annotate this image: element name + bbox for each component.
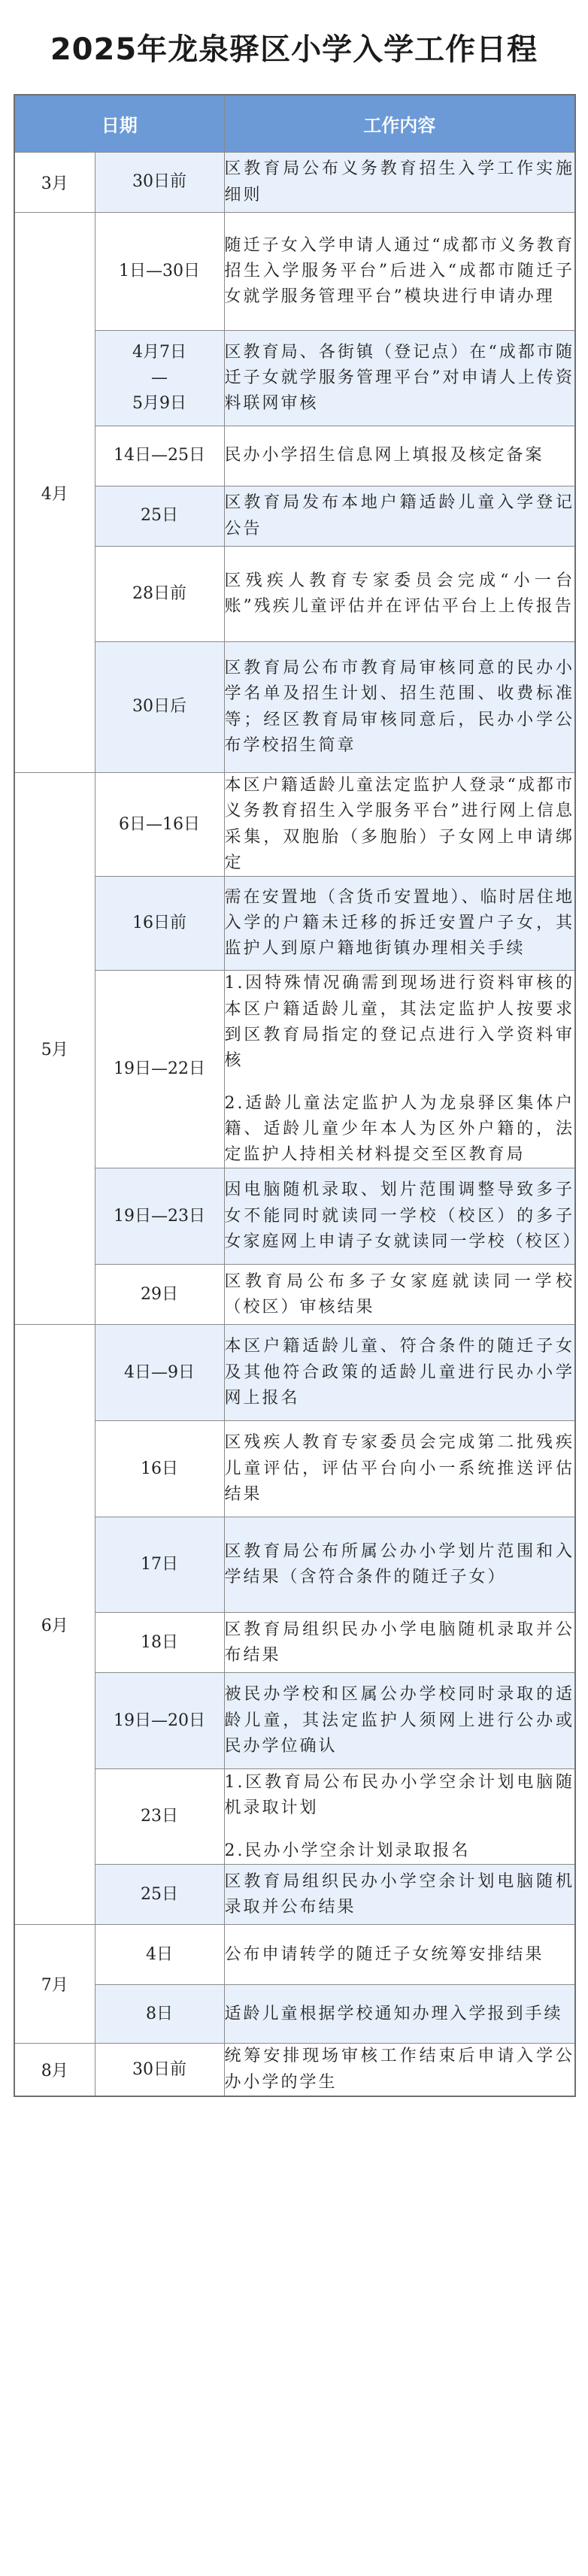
- work-cell: [224, 1865, 575, 1925]
- day-text: 4日—9日: [124, 1362, 195, 1382]
- day-cell: [95, 1769, 224, 1865]
- day-cell: [95, 971, 224, 1168]
- work-text: 2.民办小学空余计划录取报名: [224, 1841, 471, 1860]
- work-cell: [224, 1613, 575, 1673]
- work-text: 1.因特殊情况确需到现场进行资料审核的本区户籍适龄儿童，其法定监护人按要求到区教育局指定的登记点进行入学资料审核: [224, 974, 574, 1071]
- day-text: 25日: [141, 1884, 178, 1904]
- schedule-row: [14, 547, 575, 642]
- schedule-row: [14, 2044, 575, 2096]
- day-cell: [95, 1421, 224, 1517]
- day-text: 6日—16日: [119, 814, 200, 834]
- day-text: 19日—20日: [114, 1711, 205, 1730]
- schedule-table: [14, 94, 582, 2097]
- schedule-row: [14, 486, 575, 547]
- work-cell: [224, 486, 575, 547]
- schedule-row: [14, 153, 575, 213]
- work-text: 区残疾人教育专家委员会完成“小一台账”残疾儿童评估并在评估平台上上传报告: [224, 571, 574, 616]
- day-cell: [95, 213, 224, 331]
- day-cell: [95, 1673, 224, 1769]
- work-text: 区教育局公布市教育局审核同意的民办小学名单及招生计划、招生范围、收费标准等；经区教育局审核同意后，民办小学公布学校招生简章: [224, 658, 574, 755]
- day-cell: [95, 1325, 224, 1421]
- work-text: 1.区教育局公布民办小学空余计划电脑随机录取计划: [224, 1772, 574, 1818]
- day-text: 8日: [146, 2004, 173, 2023]
- schedule-row: [14, 1325, 575, 1421]
- work-text: 随迁子女入学申请人通过“成都市义务教育招生入学服务平台”后进入“成都市随迁子女就学服务管理平台”模块进行申请办理: [224, 235, 574, 307]
- work-cell: [224, 1517, 575, 1613]
- day-cell: [95, 877, 224, 971]
- month-cell: 6月: [14, 1325, 95, 1925]
- work-text: 因电脑随机录取、划片范围调整导致多子女不能同时就读同一学校（校区）的多子女家庭网上申请子女就读同一学校（校区）: [224, 1180, 582, 1252]
- day-text: 23日: [141, 1807, 178, 1826]
- work-cell: [224, 642, 575, 773]
- day-cell: [95, 1168, 224, 1265]
- work-cell: [224, 1421, 575, 1517]
- month-cell: 5月: [14, 773, 95, 1325]
- schedule-row: [14, 1673, 575, 1769]
- day-text: 30日前: [132, 172, 186, 192]
- day-cell: [95, 153, 224, 213]
- schedule-row: [14, 426, 575, 486]
- month-cell: 8月: [14, 2044, 95, 2096]
- work-text: 统筹安排现场审核工作结束后申请入学公办小学的学生: [224, 2047, 574, 2092]
- table-header-row: [14, 95, 575, 153]
- day-cell: [95, 1613, 224, 1673]
- schedule-row: [14, 1865, 575, 1925]
- month-cell: 4月: [14, 213, 95, 773]
- work-text: 适龄儿童根据学校通知办理入学报到手续: [224, 2004, 563, 2023]
- day-cell: [95, 1925, 224, 1985]
- schedule-row: [14, 213, 575, 331]
- day-cell: [95, 642, 224, 773]
- work-text: 区教育局组织民办小学电脑随机录取并公布结果: [224, 1620, 574, 1665]
- schedule-row: [14, 331, 575, 426]
- day-text: 19日—22日: [114, 1059, 205, 1079]
- schedule-row: [14, 1517, 575, 1613]
- day-cell: [95, 426, 224, 486]
- schedule-row: [14, 1168, 575, 1265]
- day-text: —: [151, 368, 168, 387]
- day-text: 16日: [141, 1459, 178, 1478]
- day-text: 19日—23日: [114, 1206, 205, 1226]
- work-text: 区教育局发布本地户籍适龄儿童入学登记公告: [224, 493, 574, 538]
- day-text: 1日—30日: [119, 261, 200, 280]
- page-title: 2025年龙泉驿区小学入学工作日程: [50, 32, 538, 67]
- day-cell: [95, 2044, 224, 2096]
- day-text: 5月9日: [132, 394, 186, 414]
- day-cell: [95, 486, 224, 547]
- work-text: 区教育局公布多子女家庭就读同一学校（校区）审核结果: [224, 1271, 574, 1317]
- day-text: 4月7日: [132, 342, 186, 362]
- schedule-row: [14, 877, 575, 971]
- day-cell: [95, 331, 224, 426]
- work-cell: [224, 153, 575, 213]
- day-text: 4日: [146, 1944, 173, 1964]
- header-work: 工作内容: [224, 95, 575, 153]
- work-cell: [224, 1325, 575, 1421]
- schedule-row: [14, 1265, 575, 1325]
- work-text: 区教育局公布所属公办小学划片范围和入学结果（含符合条件的随迁子女）: [224, 1542, 574, 1587]
- work-cell: [224, 971, 575, 1168]
- day-text: 16日前: [132, 914, 186, 933]
- work-cell: [224, 1265, 575, 1325]
- work-text: 民办小学招生信息网上填报及核定备案: [224, 446, 544, 465]
- work-text: 区教育局组织民办小学空余计划电脑随机录取并公布结果: [224, 1871, 574, 1917]
- work-cell: [224, 1925, 575, 1985]
- work-cell: [224, 1673, 575, 1769]
- schedule-row: [14, 773, 575, 877]
- day-text: 30日后: [132, 697, 186, 717]
- day-cell: [95, 1865, 224, 1925]
- schedule-body: [14, 153, 582, 2097]
- schedule-row: [14, 1769, 575, 1865]
- schedule-row: [14, 642, 575, 773]
- day-text: 18日: [141, 1632, 178, 1652]
- work-text: 2.适龄儿童法定监护人为龙泉驿区集体户籍、适龄儿童少年本人为区外户籍的，法定监护人持相关材料提交至区教育局: [224, 1093, 574, 1165]
- work-cell: [224, 1168, 582, 1265]
- schedule-row: [14, 1613, 575, 1673]
- work-cell: [224, 877, 575, 971]
- work-text: 被民办学校和区属公办学校同时录取的适龄儿童，其法定监护人须网上进行公办或民办学位确认: [224, 1685, 574, 1756]
- work-text: 公布申请转学的随迁子女统筹安排结果: [224, 1944, 544, 1964]
- day-cell: [95, 773, 224, 877]
- schedule-row: [14, 1985, 575, 2044]
- work-cell: [224, 1985, 575, 2044]
- schedule-row: [14, 971, 575, 1168]
- day-cell: [95, 1985, 224, 2044]
- work-text: 区残疾人教育专家委员会完成第二批残疾儿童评估，评估平台向小一系统推送评估结果: [224, 1433, 574, 1505]
- day-text: 14日—25日: [114, 446, 205, 465]
- day-text: 28日前: [132, 583, 186, 603]
- day-text: 17日: [141, 1555, 178, 1574]
- work-text: 本区户籍适龄儿童法定监护人登录“成都市义务教育招生入学服务平台”进行网上信息采集，双胞胎（多胞胎）子女网上申请绑定: [224, 776, 574, 872]
- work-text: 区教育局公布义务教育招生入学工作实施细则: [224, 159, 574, 205]
- schedule-row: [14, 1925, 575, 1985]
- day-cell: [95, 547, 224, 642]
- work-text: 本区户籍适龄儿童、符合条件的随迁子女及其他符合政策的适龄儿童进行民办小学网上报名: [224, 1337, 574, 1408]
- day-text: 25日: [141, 506, 178, 526]
- day-cell: [95, 1265, 224, 1325]
- header-date: 日期: [14, 95, 224, 153]
- work-cell: [224, 213, 575, 331]
- day-text: 30日前: [132, 2059, 186, 2079]
- work-cell: [224, 773, 575, 877]
- work-cell: [224, 547, 575, 642]
- work-cell: [224, 1769, 575, 1865]
- month-cell: 3月: [14, 153, 95, 213]
- month-cell: 7月: [14, 1925, 95, 2044]
- work-cell: [224, 331, 575, 426]
- day-text: 29日: [141, 1284, 178, 1304]
- day-cell: [95, 1517, 224, 1613]
- work-text: 区教育局、各街镇（登记点）在“成都市随迁子女就学服务管理平台”对申请人上传资料联网审核: [224, 342, 574, 414]
- work-text: 需在安置地（含货币安置地）、临时居住地入学的户籍未迁移的拆迁安置户子女，其监护人到原户籍地街镇办理相关手续: [224, 887, 574, 959]
- work-cell: [224, 426, 575, 486]
- schedule-row: [14, 1421, 575, 1517]
- work-cell: [224, 2044, 575, 2096]
